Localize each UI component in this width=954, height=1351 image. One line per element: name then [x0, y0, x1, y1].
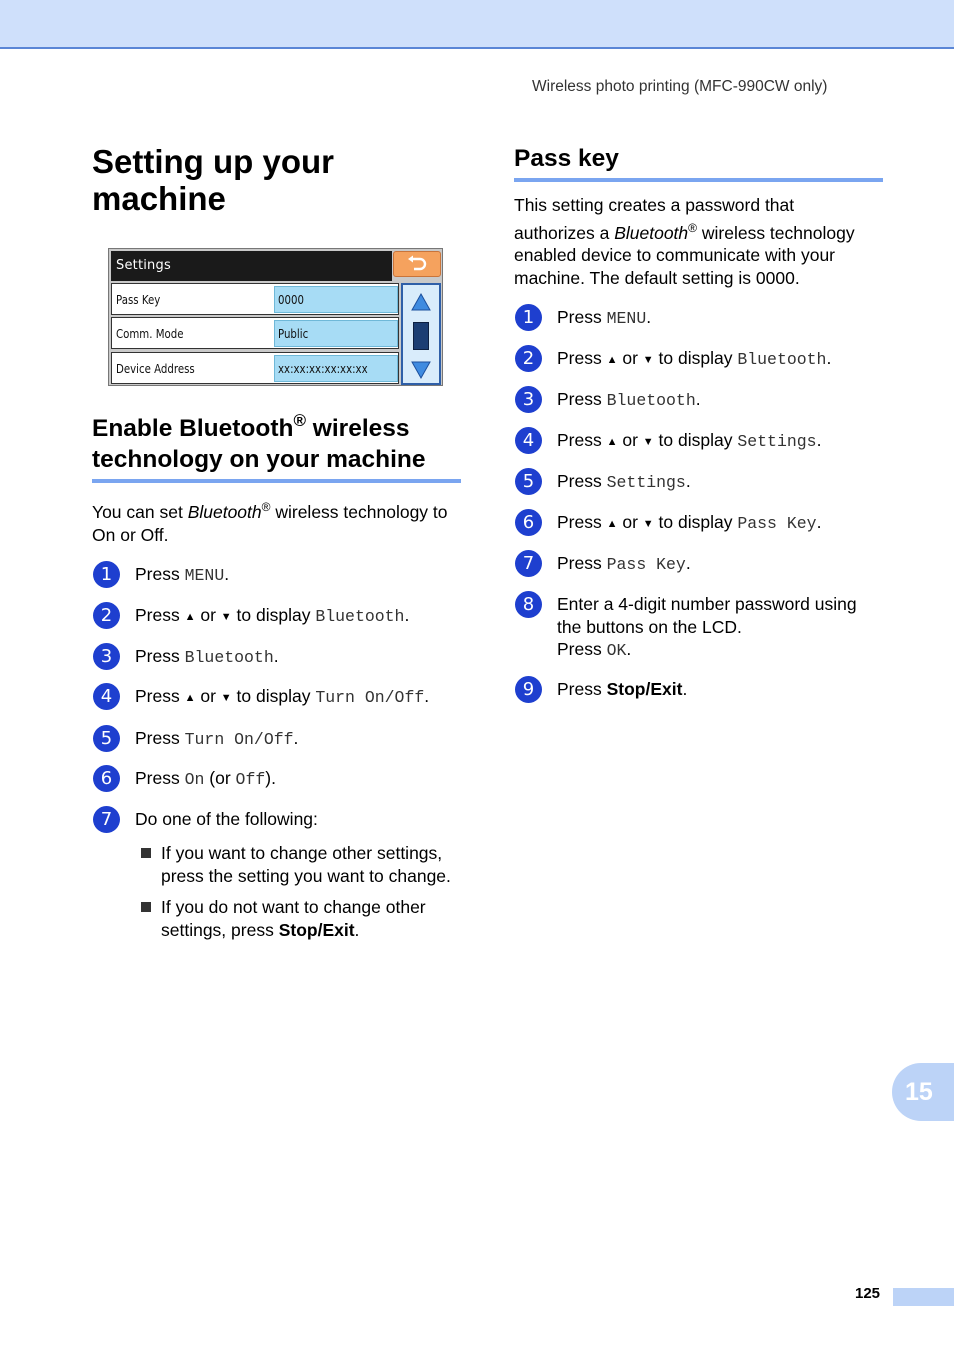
step-number: 2 — [93, 602, 120, 629]
step-number: 4 — [515, 427, 542, 454]
pass-key-description: This setting creates a password that authorizes a Bluetooth® wireless technology enabled device to communicate with your machine. The default setting is 0000. — [514, 195, 855, 288]
step-text: Press MENU. — [557, 307, 652, 328]
step-text: Press ▲ or ▼ to display Bluetooth. — [135, 605, 410, 626]
scroll-thumb[interactable] — [413, 322, 429, 350]
step-text: Press Bluetooth. — [557, 389, 701, 410]
step-number: 5 — [93, 725, 120, 752]
step-number: 5 — [515, 468, 542, 495]
step-number: 6 — [93, 765, 120, 792]
back-button[interactable] — [393, 251, 441, 277]
top-band — [0, 0, 954, 49]
step-text: Press Settings. — [557, 471, 691, 492]
lcd-row-label: Pass Key — [116, 293, 161, 307]
return-arrow-icon — [406, 255, 428, 273]
lcd-row-value: xx:xx:xx:xx:xx:xx — [274, 355, 398, 382]
step-text: Enter a 4-digit number password using the buttons on the LCD. Press OK. — [557, 594, 857, 660]
step-number: 3 — [515, 386, 542, 413]
lcd-row-value: 0000 — [274, 286, 398, 313]
up-arrow-icon: ▲ — [606, 518, 618, 530]
step-number: 7 — [515, 550, 542, 577]
lcd-scrollbar[interactable] — [401, 283, 441, 385]
down-arrow-icon: ▼ — [220, 611, 232, 623]
running-header: Wireless photo printing (MFC-990CW only) — [532, 78, 828, 95]
scroll-down-icon[interactable] — [410, 360, 432, 380]
scroll-up-icon[interactable] — [410, 292, 432, 312]
step-number: 7 — [93, 806, 120, 833]
up-arrow-icon: ▲ — [184, 611, 196, 623]
step-number: 8 — [515, 591, 542, 618]
chapter-tab: 15 — [892, 1063, 954, 1121]
step-number: 6 — [515, 509, 542, 536]
lcd-screen-illustration — [108, 248, 443, 386]
step-text: Press ▲ or ▼ to display Settings. — [557, 430, 822, 451]
bullet-square-icon — [141, 902, 151, 912]
down-arrow-icon: ▼ — [642, 436, 654, 448]
step-text: Press On (or Off). — [135, 768, 276, 789]
up-arrow-icon: ▲ — [184, 692, 196, 704]
step-text: Press ▲ or ▼ to display Bluetooth. — [557, 348, 832, 369]
lcd-row-value: Public — [274, 320, 398, 347]
down-arrow-icon: ▼ — [642, 354, 654, 366]
lcd-row-comm-mode[interactable] — [111, 317, 399, 349]
step-number: 2 — [515, 345, 542, 372]
step-number: 9 — [515, 676, 542, 703]
section-intro: You can set Bluetooth® wireless technology to On or Off. — [92, 500, 448, 545]
page-number: 125 — [855, 1285, 881, 1302]
step-text: Press Turn On/Off. — [135, 728, 299, 749]
down-arrow-icon: ▼ — [642, 518, 654, 530]
step-text: Press ▲ or ▼ to display Pass Key. — [557, 512, 822, 533]
step-text: Press MENU. — [135, 564, 230, 585]
lcd-row-pass-key[interactable] — [111, 283, 399, 315]
step-number: 4 — [93, 683, 120, 710]
lcd-row-device-address[interactable] — [111, 352, 399, 384]
section-rule — [514, 178, 883, 182]
section-heading-bluetooth: Enable Bluetooth® wireless technology on your machine — [92, 411, 426, 473]
section-heading-pass-key: Pass key — [514, 145, 619, 172]
lcd-row-label: Comm. Mode — [116, 327, 184, 341]
page-title: Setting up your machine — [92, 143, 334, 217]
step-number: 1 — [515, 304, 542, 331]
up-arrow-icon: ▲ — [606, 354, 618, 366]
down-arrow-icon: ▼ — [220, 692, 232, 704]
step-text: Press Bluetooth. — [135, 646, 279, 667]
step-text: Press Pass Key. — [557, 553, 691, 574]
up-arrow-icon: ▲ — [606, 436, 618, 448]
step-text: Do one of the following: — [135, 809, 318, 829]
step-number: 1 — [93, 561, 120, 588]
bullet-square-icon — [141, 848, 151, 858]
step-text: Press ▲ or ▼ to display Turn On/Off. — [135, 686, 430, 707]
lcd-title: Settings — [111, 251, 392, 281]
section-rule — [92, 479, 461, 483]
page-number-bar — [893, 1288, 954, 1306]
step-number: 3 — [93, 643, 120, 670]
lcd-row-label: Device Address — [116, 362, 195, 376]
step-text: Press Stop/Exit. — [557, 679, 688, 699]
